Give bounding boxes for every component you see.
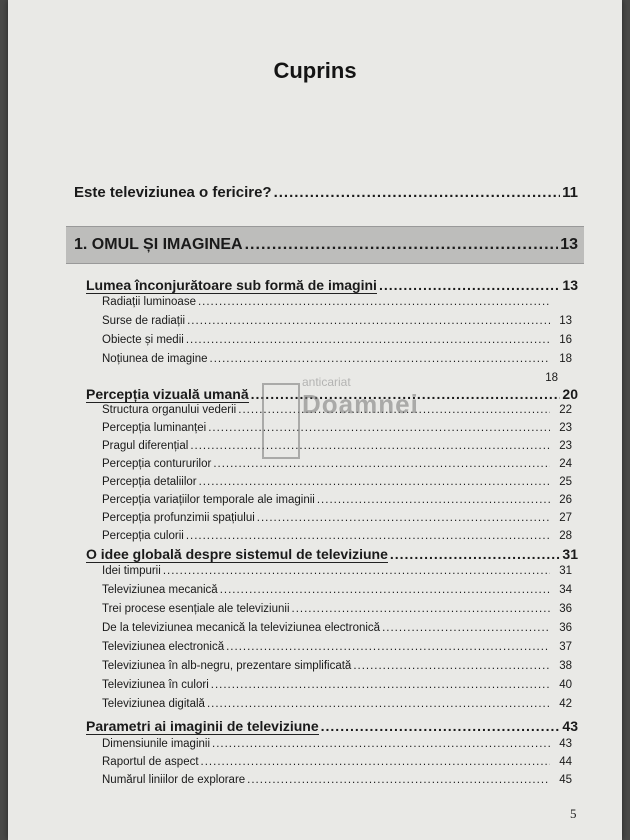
dot-leader bbox=[220, 584, 550, 596]
subentry-label: Percepția variațiilor temporale ale imaginii bbox=[102, 494, 315, 506]
section-page: 43 bbox=[562, 718, 578, 734]
toc-subentry bbox=[102, 641, 572, 653]
dot-leader bbox=[247, 774, 550, 786]
toc-subentry bbox=[102, 440, 572, 452]
toc-section bbox=[86, 718, 578, 735]
subentry-page: 40 bbox=[559, 679, 572, 691]
dot-leader bbox=[226, 641, 550, 653]
subentry-label: Dimensiunile imaginii bbox=[102, 738, 211, 750]
dot-leader bbox=[190, 440, 550, 452]
dot-leader bbox=[212, 738, 550, 750]
watermark-line1: anticariat bbox=[302, 375, 351, 389]
subentry-label: Televiziunea mecanică bbox=[102, 584, 218, 596]
section-label: O idee globală despre sistemul de televiziune bbox=[86, 546, 388, 562]
dot-leader bbox=[211, 679, 550, 691]
subentry-label: Raportul de aspect bbox=[102, 756, 199, 768]
subentry-page: 37 bbox=[559, 641, 572, 653]
subentry-label: Percepția detaliilor bbox=[102, 476, 197, 488]
section-page: 31 bbox=[562, 546, 578, 562]
subentry-page: 27 bbox=[559, 512, 572, 524]
subentry-page: 13 bbox=[559, 315, 572, 327]
chapter-label: 1. OMUL ȘI IMAGINEA bbox=[74, 236, 243, 253]
subentry-page: 38 bbox=[559, 660, 572, 672]
subentry-label: Surse de radiații bbox=[102, 315, 186, 327]
subentry-label: Numărul liniilor de explorare bbox=[102, 774, 246, 786]
section-label: Lumea înconjurătoare sub formă de imagini bbox=[86, 277, 377, 293]
section-page: 13 bbox=[562, 277, 578, 293]
dot-leader bbox=[186, 530, 550, 542]
subentry-label: Percepția contururilor bbox=[102, 458, 212, 470]
subentry-page: 36 bbox=[559, 603, 572, 615]
toc-subentry bbox=[102, 660, 572, 672]
subentry-label: Televiziunea digitală bbox=[102, 698, 205, 710]
subentry-page: 18 bbox=[545, 372, 558, 384]
subentry-label: Idei timpurii bbox=[102, 565, 161, 577]
dot-leader bbox=[186, 334, 550, 346]
dot-leader bbox=[210, 353, 551, 365]
toc-subentry bbox=[102, 353, 572, 365]
toc-subentry bbox=[102, 584, 572, 596]
dot-leader bbox=[251, 386, 561, 402]
toc-subentry bbox=[102, 476, 572, 488]
toc-subentry bbox=[102, 756, 572, 768]
dot-leader bbox=[317, 494, 550, 506]
toc-subentry bbox=[102, 458, 572, 470]
subentry-page: 25 bbox=[559, 476, 572, 488]
dot-leader bbox=[379, 277, 560, 293]
subentry-page: 31 bbox=[559, 565, 572, 577]
dot-leader bbox=[163, 565, 550, 577]
toc-entry-intro bbox=[74, 184, 578, 201]
toc-subentry bbox=[102, 404, 572, 416]
toc-subentry bbox=[102, 296, 572, 308]
toc-subentry bbox=[102, 565, 572, 577]
dot-leader bbox=[187, 315, 550, 327]
toc-entry-label: Este televiziunea o fericire? bbox=[74, 184, 272, 201]
subentry-label: Radiații luminoase bbox=[102, 296, 196, 308]
dot-leader bbox=[199, 476, 550, 488]
toc-subentry bbox=[102, 603, 572, 615]
subentry-page: 18 bbox=[559, 353, 572, 365]
dot-leader bbox=[213, 458, 550, 470]
toc-subentry bbox=[102, 315, 572, 327]
page-number: 5 bbox=[570, 806, 577, 821]
subentry-label: Percepția luminanței bbox=[102, 422, 207, 434]
toc-section bbox=[86, 277, 578, 294]
subentry-page: 43 bbox=[559, 738, 572, 750]
toc-subentry-page-only bbox=[538, 372, 572, 384]
subentry-label: Televiziunea în alb-negru, prezentare simplificată bbox=[102, 660, 352, 672]
dot-leader bbox=[353, 660, 550, 672]
subentry-label: Obiecte și medii bbox=[102, 334, 184, 346]
subentry-label: Noțiunea de imagine bbox=[102, 353, 208, 365]
dot-leader bbox=[390, 546, 561, 562]
toc-entry-page: 11 bbox=[562, 184, 578, 201]
toc-subentry bbox=[102, 622, 572, 634]
section-label: Percepția vizuală umană bbox=[86, 386, 249, 402]
toc-subentry bbox=[102, 530, 572, 542]
chapter-page: 13 bbox=[560, 236, 578, 253]
dot-leader bbox=[257, 512, 550, 524]
subentry-label: Televiziunea electronică bbox=[102, 641, 225, 653]
dot-leader bbox=[198, 296, 550, 308]
dot-leader bbox=[207, 698, 550, 710]
toc-section bbox=[86, 386, 578, 403]
subentry-page: 42 bbox=[559, 698, 572, 710]
dot-leader bbox=[238, 404, 550, 416]
dot-leader bbox=[245, 236, 559, 254]
subentry-label: Structura organului vederii bbox=[102, 404, 237, 416]
subentry-page: 26 bbox=[559, 494, 572, 506]
subentry-page: 36 bbox=[559, 622, 572, 634]
dot-leader bbox=[382, 622, 550, 634]
toc-chapter bbox=[74, 236, 578, 254]
section-label: Parametri ai imaginii de televiziune bbox=[86, 718, 319, 734]
subentry-page: 22 bbox=[559, 404, 572, 416]
dot-leader bbox=[208, 422, 550, 434]
subentry-label: Percepția profunzimii spațiului bbox=[102, 512, 255, 524]
toc-subentry bbox=[102, 698, 572, 710]
subentry-label: Percepția culorii bbox=[102, 530, 184, 542]
subentry-page: 16 bbox=[559, 334, 572, 346]
dot-leader bbox=[201, 756, 550, 768]
subentry-label: Televiziunea în culori bbox=[102, 679, 209, 691]
book-page bbox=[8, 0, 622, 840]
page-title: Cuprins bbox=[273, 58, 357, 83]
toc-subentry bbox=[102, 738, 572, 750]
toc-subentry bbox=[102, 512, 572, 524]
subentry-page: 23 bbox=[559, 440, 572, 452]
subentry-page: 44 bbox=[559, 756, 572, 768]
toc-subentry bbox=[102, 774, 572, 786]
subentry-label: Pragul diferențial bbox=[102, 440, 189, 452]
subentry-label: Trei procese esențiale ale televiziunii bbox=[102, 603, 290, 615]
toc-subentry bbox=[102, 494, 572, 506]
toc-subentry bbox=[102, 679, 572, 691]
subentry-page: 34 bbox=[559, 584, 572, 596]
dot-leader bbox=[274, 184, 561, 201]
subentry-page: 23 bbox=[559, 422, 572, 434]
toc-section bbox=[86, 546, 578, 563]
subentry-label: De la televiziunea mecanică la televiziunea electronică bbox=[102, 622, 381, 634]
subentry-page: 24 bbox=[559, 458, 572, 470]
dot-leader bbox=[321, 718, 561, 734]
section-page: 20 bbox=[562, 386, 578, 402]
toc-subentry bbox=[102, 334, 572, 346]
subentry-page: 45 bbox=[559, 774, 572, 786]
dot-leader bbox=[292, 603, 550, 615]
watermark-line2: Doamnei bbox=[302, 389, 419, 419]
toc-subentry bbox=[102, 422, 572, 434]
subentry-page: 28 bbox=[559, 530, 572, 542]
